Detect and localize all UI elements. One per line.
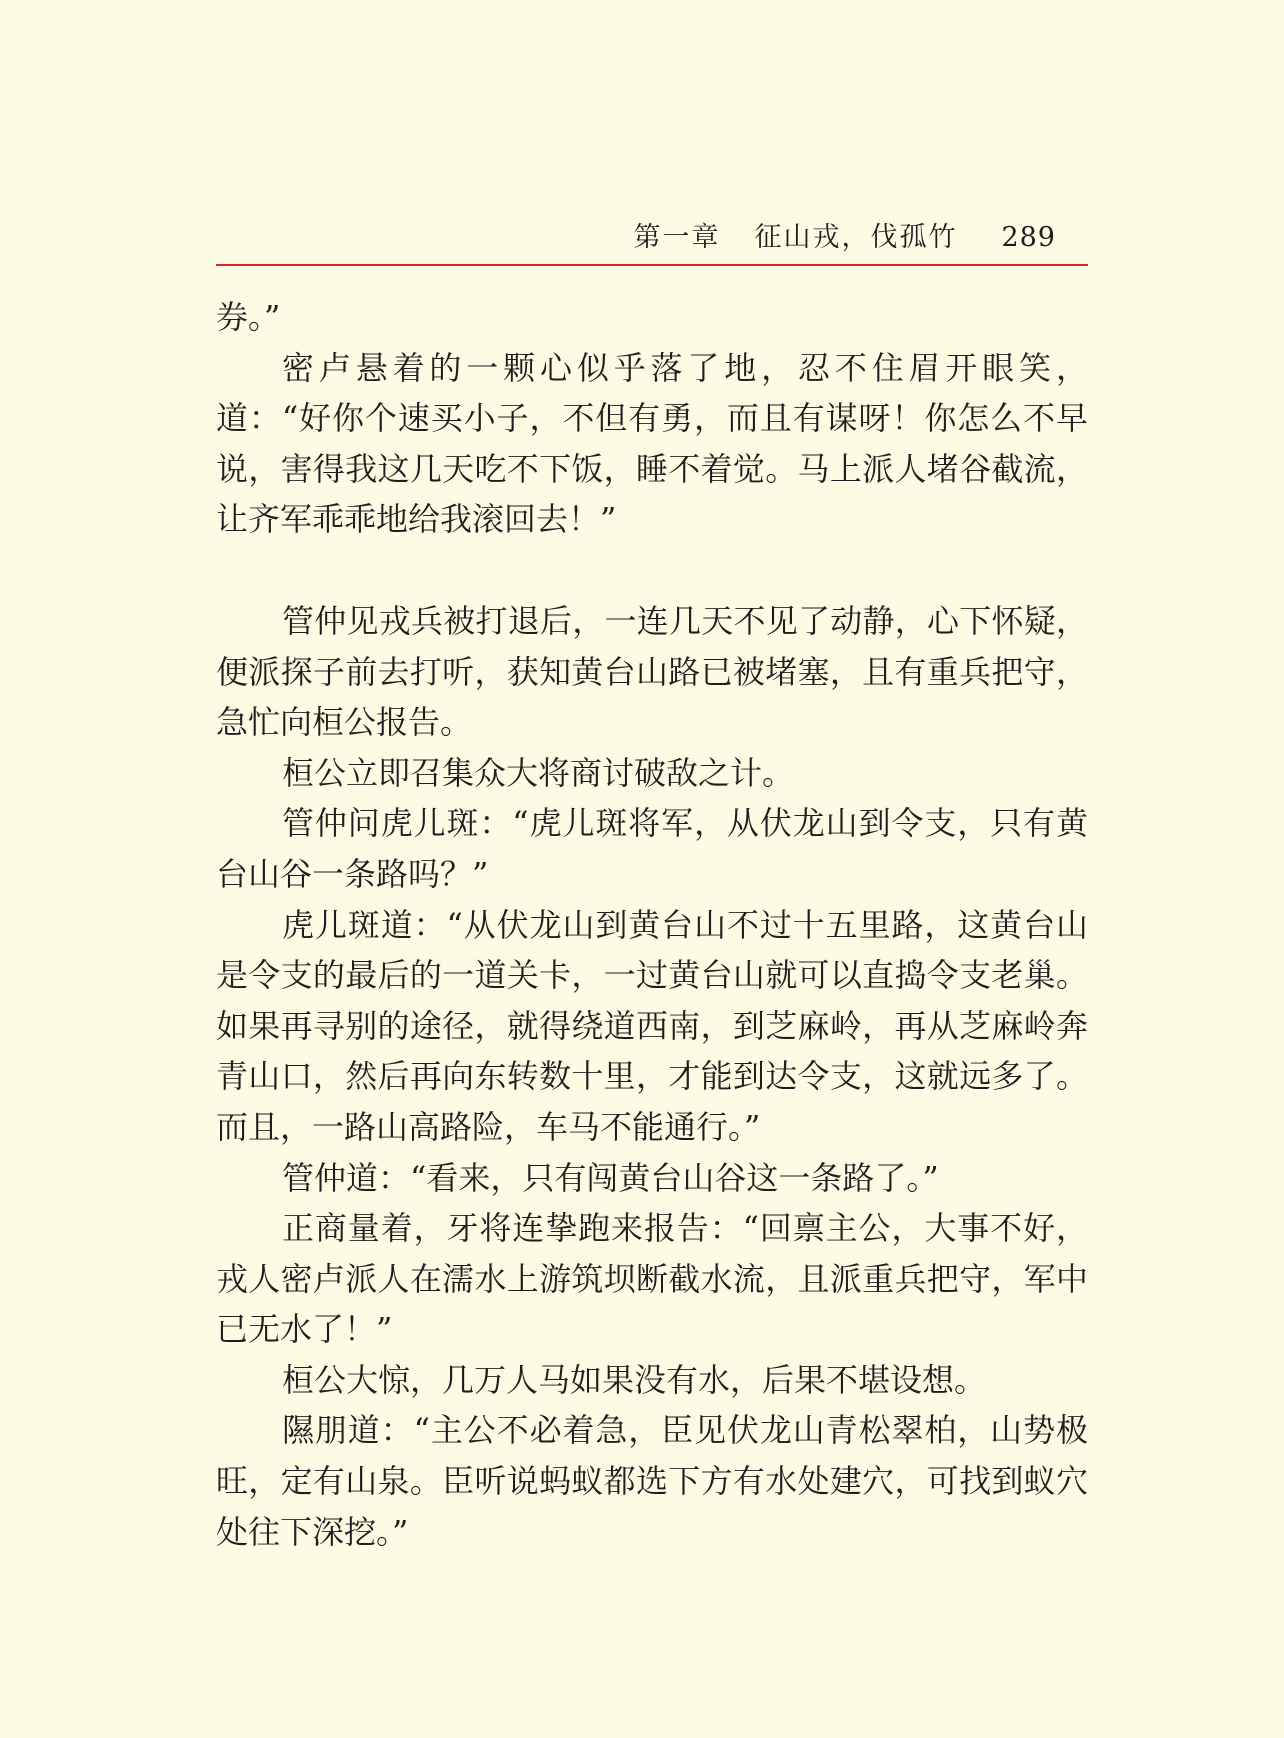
paragraph: 正商量着，牙将连挚跑来报告：“回禀主公，大事不好，戎人密卢派人在濡水上游筑坝断截水流，且派重兵把守，军中已无水了！”: [216, 1209, 1088, 1349]
paragraph: 虎儿斑道：“从伏龙山到黄台山不过十五里路，这黄台山是令支的最后的一道关卡，一过黄台山就可以直捣令支老巢。如果再寻别的途径，就得绕道西南，到芝麻岭，再从芝麻岭奔青山口，然后再向东转数十里，才能到达令支，这就远多了。而且，一路山高路险，车马不能通行。”: [216, 905, 1088, 1146]
section-break: [216, 545, 1088, 596]
paragraph: 桓公大惊，几万人马如果没有水，后果不堪设想。: [282, 1360, 987, 1399]
chapter-title: 征山戎，伐孤竹: [754, 222, 958, 253]
running-head: [216, 215, 1058, 255]
paragraph: 管仲见戎兵被打退后，一连几天不见了动静，心下怀疑，便派探子前去打听，获知黄台山路已被堵塞，且有重兵把守，急忙向桓公报告。: [216, 601, 1088, 742]
page-number: 289: [1001, 222, 1056, 253]
header-rule: [216, 264, 1088, 266]
chapter-label: 第一章: [633, 222, 721, 253]
paragraph: 桓公立即召集众大将商讨破敌之计。: [282, 753, 795, 792]
paragraph: 密卢悬着的一颗心似乎落了地，忍不住眉开眼笑，道：“好你个速买小子，不但有勇，而且有谋呀！你怎么不早说，害得我这几天吃不下饭，睡不着觉。马上派人堵谷截流，让齐军乖乖地给我滚回去！”: [216, 348, 1088, 539]
paragraph: 管仲问虎儿斑：“虎儿斑将军，从伏龙山到令支，只有黄台山谷一条路吗？”: [216, 804, 1088, 893]
body-text: [216, 292, 1088, 1557]
paragraph: 券。”: [216, 298, 281, 336]
paragraph: 隰朋道：“主公不必着急，臣见伏龙山青松翠柏，山势极旺，定有山泉。臣听说蚂蚁都选下方有水处建穴，可找到蚁穴处往下深挖。”: [216, 1411, 1088, 1551]
paragraph: 管仲道：“看来，只有闯黄台山谷这一条路了。”: [282, 1158, 939, 1197]
